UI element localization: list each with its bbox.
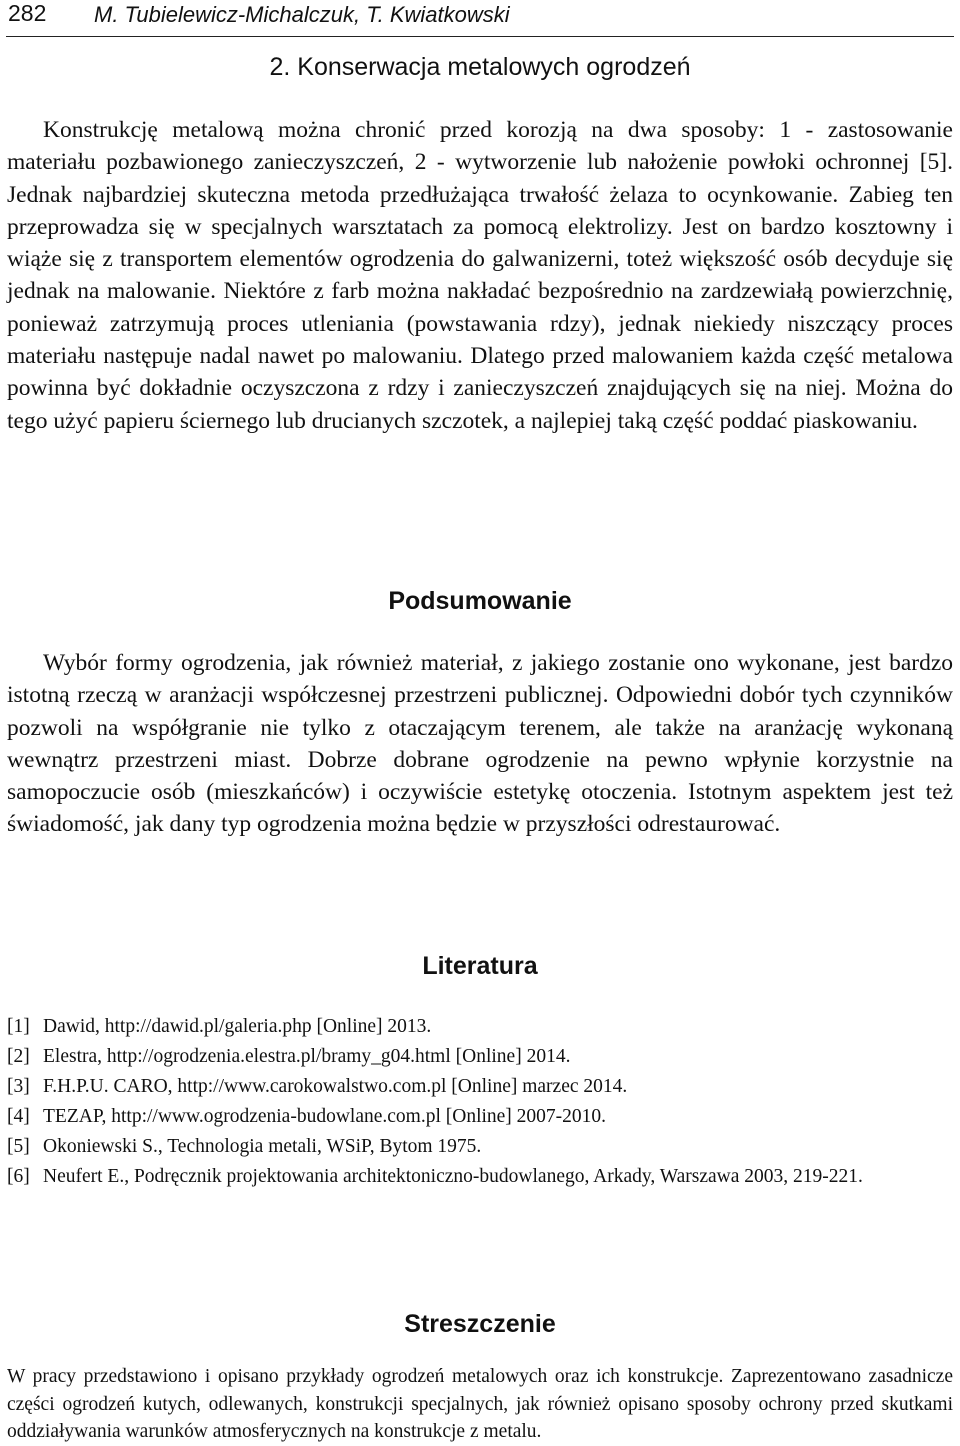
section-heading-summary: Podsumowanie xyxy=(388,587,572,615)
running-header-authors: M. Tubielewicz-Michalczuk, T. Kwiatkowski xyxy=(94,2,510,27)
reference-item xyxy=(7,1012,953,1042)
reference-item xyxy=(7,1102,953,1132)
reference-number: [1] xyxy=(7,1016,30,1037)
section-heading-abstract: Streszczenie xyxy=(404,1310,556,1338)
reference-number: [3] xyxy=(7,1076,30,1097)
reference-list xyxy=(7,1012,953,1192)
page-number: 282 xyxy=(8,0,47,26)
reference-text: F.H.P.U. CARO, http://www.carokowalstwo.com.pl [Online] marzec 2014. xyxy=(43,1076,628,1097)
reference-text: Elestra, http://ogrodzenia.elestra.pl/bramy_g04.html [Online] 2014. xyxy=(43,1046,571,1067)
reference-text: Okoniewski S., Technologia metali, WSiP, Bytom 1975. xyxy=(43,1136,482,1157)
reference-item xyxy=(7,1042,953,1072)
running-header xyxy=(6,0,954,37)
reference-number: [2] xyxy=(7,1046,30,1067)
reference-item xyxy=(7,1162,953,1192)
reference-number: [5] xyxy=(7,1136,30,1157)
reference-text: TEZAP, http://www.ogrodzenia-budowlane.com.pl [Online] 2007-2010. xyxy=(43,1106,607,1127)
reference-text: Dawid, http://dawid.pl/galeria.php [Online] 2013. xyxy=(43,1016,432,1037)
conservation-paragraph: Konstrukcję metalową można chronić przed korozją na dwa sposoby: 1 - zastosowanie materiału pozbawionego zanieczyszczeń, 2 - wytworzenie lub nałożenie powłoki ochronnej [5]. Jednak najbardziej skuteczna metoda przedłużająca trwałość żelaza to ocynkowanie. Zabieg ten przeprowadza się w specjalnych warsztatach za pomocą elektrolizy. Jest on bardzo kosztowny i wiąże się z transportem elementów ogrodzenia do galwanizerni, toteż większość osób decyduje się jednak na malowanie. Niektóre z farb można nakładać bezpośrednio na zardzewiałą powierzchnię, ponieważ zatrzymują proces utleniania (powstawania rdzy), jednak niekiedy niszczący proces materiału następuje nadal nawet po malowaniu. Dlatego przed malowaniem każda część metalowa powinna być dokładnie oczyszczona z rdzy i zanieczyszczeń znajdujących się na niej. Można do tego użyć papieru ściernego lub drucianych szczotek, a najlepiej taką część poddać piaskowaniu. xyxy=(7,117,953,434)
abstract-paragraph: W pracy przedstawiono i opisano przykłady ogrodzeń metalowych oraz ich konstrukcje. Zaprezentowano zasadnicze części ogrodzeń kutych, odlewanych, konstrukcji specjalnych, jak również opisano sposoby ochrony przed skutkami oddziaływania warunków atmosferycznych na konstrukcje z metalu. xyxy=(7,1366,953,1442)
reference-text: Neufert E., Podręcznik projektowania architektoniczno-budowlanego, Arkady, Warszawa 2003, 219-221. xyxy=(43,1166,863,1187)
reference-number: [4] xyxy=(7,1106,30,1127)
summary-paragraph: Wybór formy ogrodzenia, jak również materiał, z jakiego zostanie ono wykonane, jest bardzo istotną rzeczą w aranżacji współczesnej przestrzeni publicznej. Odpowiedni dobór tych czynników pozwoli na współgranie nie tylko z otaczającym terenem, ale także na aranżację wykonaną wewnątrz przestrzeni miast. Dobrze dobrane ogrodzenie na pewno wpłynie korzystnie na samopoczucie osób (mieszkańców) i oczywiście estetykę otoczenia. Istotnym aspektem jest też świadomość, jak dany typ ogrodzenia można będzie w przyszłości odrestaurować. xyxy=(7,650,953,838)
reference-item xyxy=(7,1072,953,1102)
section-heading-literature: Literatura xyxy=(422,952,538,980)
reference-number: [6] xyxy=(7,1166,30,1187)
section-heading-conservation: 2. Konserwacja metalowych ogrodzeń xyxy=(269,53,691,81)
reference-item xyxy=(7,1132,953,1162)
